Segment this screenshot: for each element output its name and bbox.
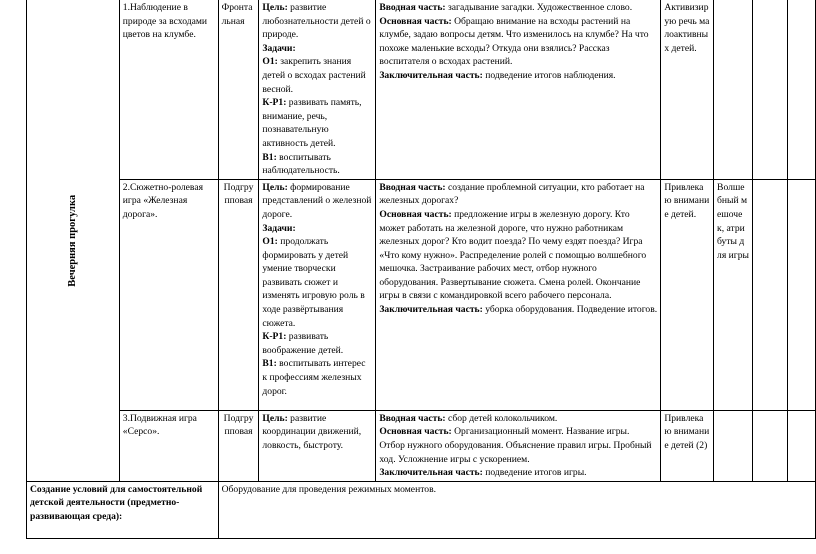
form-cell <box>218 0 259 179</box>
activity-cell <box>119 179 218 410</box>
task-kr-label: К-Р1: <box>262 331 287 343</box>
task-o1-text: закрепить знания детей о всходах растений весной. <box>262 56 366 95</box>
intro-text: создание проблемной ситуации, кто работает на железных дорогах? <box>379 181 645 207</box>
activity-text: 1.Наблюдение в природе за всходами цветов на клумбе. <box>122 2 208 41</box>
goal-label: Цель: <box>262 181 288 193</box>
plan-table <box>26 0 816 539</box>
final-text: подведение итогов наблюдения. <box>482 69 616 81</box>
empty-cell <box>753 410 788 481</box>
method-cell <box>661 179 714 410</box>
task-o1-label: О1: <box>262 236 278 248</box>
form-text: Подгрупповая <box>223 181 254 207</box>
section-label-cell <box>27 0 120 481</box>
final-label: Заключительная часть: <box>379 304 483 316</box>
tasks-label: Задачи: <box>262 222 296 234</box>
form-text: Фронтальная <box>221 2 253 27</box>
final-text: подведение итогов игры. <box>482 467 587 479</box>
final-label: Заключительная часть: <box>379 69 483 81</box>
form-text: Подгрупповая <box>223 412 254 438</box>
goal-cell <box>259 179 376 410</box>
task-v1-text: воспитывать интерес к профессиям железных дорог. <box>262 358 366 397</box>
table-row <box>27 410 816 481</box>
activity-cell <box>119 410 218 481</box>
form-cell <box>218 410 259 481</box>
activity-text: 2.Сюжетно-ролевая игра «Железная дорога». <box>122 181 203 220</box>
material-cell <box>714 0 753 179</box>
activity-cell <box>119 0 218 179</box>
method-cell <box>661 0 714 179</box>
goal-cell <box>259 410 376 481</box>
intro-label: Вводная часть: <box>379 181 446 193</box>
intro-label: Вводная часть: <box>379 412 446 424</box>
form-cell <box>218 179 259 410</box>
main-text: предложение игры в железную дорогу. Кто может работать на железной дороге, что нужно работникам железных дорог? Кто водит поезда? По чему ездят поезда? Игра «Что кому нужно». Распределение ролей с помощью волшебного мешочка. Застраивание рабочих мест, отбор нужного оборудования. Развертывание сюжета. Смена ролей. Окончание игры в связи с командировкой всего рабочего персонала. <box>379 208 647 302</box>
conditions-text-cell <box>218 481 815 538</box>
table-row <box>27 481 816 538</box>
task-v1-label: В1: <box>262 151 277 163</box>
section-title: Вечерняя прогулка <box>67 194 79 287</box>
main-label: Основная часть: <box>379 15 452 27</box>
goal-label: Цель: <box>262 2 288 13</box>
final-label: Заключительная часть: <box>379 467 483 479</box>
task-o1-label: О1: <box>262 56 278 68</box>
empty-cell <box>753 0 788 179</box>
task-kr-label: К-Р1: <box>262 97 287 109</box>
conditions-text: Оборудование для проведения режимных моментов. <box>221 483 436 495</box>
intro-label: Вводная часть: <box>379 2 446 13</box>
method-text: Привлекаю внимание детей. <box>664 181 710 220</box>
empty-cell <box>788 410 816 481</box>
main-label: Основная часть: <box>379 208 452 220</box>
task-kr-text: развивать память, внимание, речь, познавательную активность детей. <box>262 97 362 149</box>
intro-text: сбор детей колокольчиком. <box>445 412 558 424</box>
material-cell <box>714 410 753 481</box>
content-cell <box>376 410 661 481</box>
conditions-label-cell <box>27 481 219 538</box>
empty-cell <box>753 179 788 410</box>
empty-cell <box>788 179 816 410</box>
empty-cell <box>788 0 816 179</box>
table-row <box>27 0 816 179</box>
material-cell <box>714 179 753 410</box>
goal-text: развитие координации движений, ловкость, быстроту. <box>262 412 362 451</box>
main-label: Основная часть: <box>379 426 452 438</box>
content-cell <box>376 179 661 410</box>
table-row <box>27 179 816 410</box>
goal-cell <box>259 0 376 179</box>
method-cell <box>661 410 714 481</box>
goal-text: формирование представлений о железной дороге. <box>262 181 372 220</box>
final-text: уборка оборудования. Подведение итогов. <box>482 304 658 316</box>
content-cell <box>376 0 661 179</box>
main-text: Организационный момент. Название игры. Отбор нужного оборудования. Объяснение правил игры. Пробный ход. Усложнение игры с ускорением. <box>379 426 652 465</box>
task-o1-text: продолжать формировать у детей умение творчески развивать сюжет и изменять игровую роль в ходе развёртывания сюжета. <box>262 236 365 329</box>
tasks-label: Задачи: <box>262 42 296 54</box>
main-text: Обращаю внимание на всходы растений на клумбе, задаю вопросы детям. Что изменилось на клумбе? На что похоже маленькие всходы? Откуда они взялись? Рассказ воспитателя о всходах растений. <box>379 15 649 68</box>
material-text: Волшебный мешочек, атрибуты для игры <box>717 181 749 261</box>
method-text: Привлекаю внимание детей (2) <box>664 412 710 451</box>
intro-text: загадывание загадки. Художественное слово. <box>445 2 633 13</box>
activity-text: 3.Подвижная игра «Серсо». <box>122 412 197 438</box>
task-v1-label: В1: <box>262 358 277 370</box>
goal-text: развитие любознательности детей о природе. <box>262 2 371 41</box>
goal-label: Цель: <box>262 412 288 424</box>
method-text: Активизирую речь малоактивных детей. <box>664 2 710 54</box>
task-kr-text: развивать воображение детей. <box>262 331 344 356</box>
task-v1-text: воспитывать наблюдательность. <box>262 151 340 177</box>
conditions-label: Создание условий для самостоятельной детской деятельности (предметно-развивающая среда): <box>30 483 203 522</box>
